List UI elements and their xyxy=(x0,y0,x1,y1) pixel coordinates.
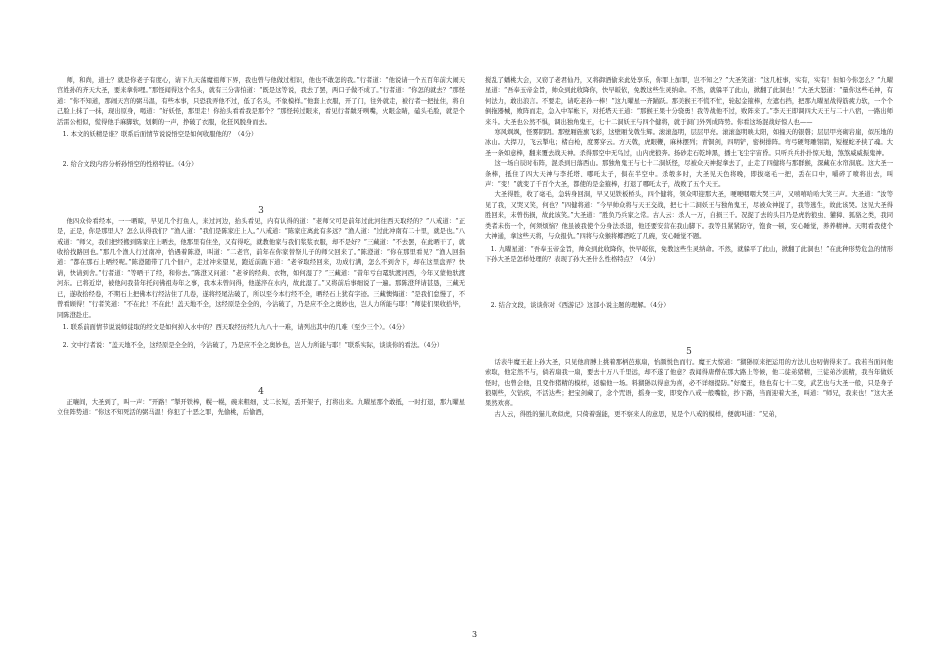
question-3-2: 2. 文中行者说：“盖天地不全，这经原是全全的，今沾破了，乃是应不全之奥妙也，岂人力所能与耶！”联系实际，谈谈你的看法。（4分） xyxy=(62,342,444,350)
question-2-2: 2. 给合文段内容分析孙悟空的性格特征。（4分） xyxy=(62,161,198,169)
right-column xyxy=(485,76,893,420)
question-2-1: 1. 本文的妖精是谁？联系后面情节说说悟空是如何收服他的？（4分） xyxy=(62,131,258,139)
passage-4-continued: 搅乱了蟠桃大会，又窃了老君仙丹，又将御酒偷来此处享乐，你罪上加罪，岂不知之？”大圣笑道：“这几桩事，实有，实有！但如今你怎么？”九曜星道：“吾奉玉帝金旨，帅众到此收降你，快早皈依，免教这些生灵纳命。不然，就躲平了此山，掀翻了此洞也！”大圣大怒道：“量你这些毛神，有何法力，敢出浪言。不要走，请吃老孙一棒！”这九曜星一齐踊跃。那美猴王不慌不忙，轮起金箍棒，左遮右挡，把那九曜星战得筋疲力软，一个个倒拖器械，败阵而走，急入中军帐下，对托塔天王道：“那猴王果十分骁勇！我等战他不过，败阵来了。”李天王即调四大天王与二十八宿，一路出师来斗。大圣也公然不惧，调出独角鬼王，七十二洞妖王与四个健将，就于洞门外列成阵势。你看这场混战好惊人也—— xyxy=(485,77,893,126)
passage-4-victory: 大圣得胜，收了毫毛，急转身回洞，早又见铁板桥头，四个健将，领众叩迎那大圣，哽哽咽咽大哭三声，又嘻嘻哈哈大笑三声。大圣道：“汝等见了我，又哭又笑，何也？”四健将道：“今早帅众将与天王交战，把七十二洞妖王与独角鬼王，尽被众神捉了，我等逃生，故此该哭。这见大圣得胜回来，未曾伤损，故此该笑。”大圣道：“胜负乃兵家之常。古人云：杀人一万，自损三千。况捉了去的头目乃是虎豹狼虫、獾獐、狐貉之类，我同类者未伤一个，何须烦恼？他虽被我使个分身法杀退，他还要安营在我山脚下。我等且紧紧防守，饱食一顿，安心睡觉，养养精神。天明看我使个大神通，拿这些天将，与众报仇。”四将与众猴将椰酒吃了几碗，安心睡觉不题。 xyxy=(485,191,893,241)
question-4-2: 2. 结合文段，谈谈你对《西游记》这部小说主题的理解。（4分） xyxy=(490,302,670,310)
passage-3-text: 他四众伶看经本，一一晒晾，早见几个打鱼人，来过河边，抬头看见，内有认得的道：“老师父可是前年过此河往西天取经的？”八戒道：“正是，正是，你是那里人？怎么认得我们？”渔人道：“我们是陈家庄上人。”八戒道：“陈家庄离此有多远？”渔人道：“过此冲南有二十里，就是也。”八戒道：“师父，我们把经搬到陈家庄上晒去，他那里有住坐，又有得吃，就教他家与我们浆浆衣服，却不是好？”三藏道：“不去罢，在此晒干了，就收拾找路回也。”那几个渔人行过南冲，恰遇着陈澄，叫道：“二老官，前年在你家替祭儿子的师父回来了。”陈澄道：“你在那里看见？”渔人回指道：“都在那石上晒经呢。”陈澄随带了几个佃户，走过冲来望见，跑近前跪下道：“老爷取经回来，功成行满，怎么不到舍下，却在这里盘弄？快请，快请到舍。”行者道：“等晒干了经，和你去。”陈澄又问道：“老爷的经典、衣物，如何湿了？”三藏道：“昔年亏白鼋驮渡河西，今年又蒙他驮渡河东。已将近岸，被他问我昔年托问佛祖寿年之事，我本未曾问得，他遂淬在水内，故此湿了。”又将前后事细说了一遍。那陈澄拜请甚恳，三藏无已，遂收拾经卷，不期石上把佛本行经沾住了几卷，遂将经尾沾破了，所以至今本行经不全，晒经石上犹有字迹。三藏懊悔道：“是我们怠慢了，不曾看顾得！”行者笑道：“不在此！不在此！盖天地不全，这经原是全全的，今沾破了，乃是应不全之奥妙也，岂人力所能与耶！”师徒们果收拾毕，同陈澄赴庄。 xyxy=(57,217,465,319)
passage-5-text: 话表牛魔王赶上孙大圣，只见他肩膊上挑着那柄芭蕉扇，怡颜悦色而行。魔王大惊道：“猢狲原来把运用的方法儿也叨倩得来了。我若当面问他索取，他定然不与，倘若扇我一扇，要去十万八千里远，却不遂了他意？我闻得唐僧在那大路上等候，他二徒弟猪精，三徒弟沙流精，我当年做妖怪时，也曾会他，且变作猪精的模样，返骗他一场。料猢狲以得意为喜，必不详细提防。”好魔王，他也有七十二变，武艺也与大圣一般，只是身子狼剔些，欠钻疾，不活达些；把宝剑藏了，念个咒语，摇身一变，即变作八戒一般嘴脸，抄下路，当面迎着大圣，叫道：“师兄，我来也！”这大圣果然欢喜。 xyxy=(485,358,893,408)
passage-4-battle-result: 这一场自辰时布阵，混杀到日落西山。那独角鬼王与七十二洞妖怪，尽被众天神捉拿去了，止走了四健将与那群猴，深藏在水帘洞底。这大圣一条棒，抵住了四大天神与李托塔、哪吒太子，俱在半空中。杀彀多时，大圣见天色将晚，即拔毫毛一把，丢在口中，嚼碎了喷将出去，叫声：“变！”就变了千百个大圣，都使的是金箍棒，打退了哪吒太子，战败了五个天王。 xyxy=(485,160,893,189)
passage-2-text: 师，和尚，道士？就是你老子有度心，请下九天荡魔祖师下界，我也曾与他做过相识，他也不敢怎的我。”行者道：“他说请一个五百年前大闹天宫姓孙的齐天大圣，要来拿你哩。”那怪闻得这个名头，就有三分害怕道：“既是这等说，我去了罢，两口子做不成了。”行者道：“你怎的就去？”那怪道：“你不知道，那闹天宫的弼马温，有些本事，只恐我弄他不过，低了名头，不象模样。”他套上衣服，开了门，往外就走，被行者一把扯住，将自己脸上抹了一抹，现出原身，喝道：“好妖怪，那里走！你抬头看看我是那个？”那怪转过眼来，看见行者龇牙咧嘴，火眼金睛，磕头毛脸，就是个活雷公相似，慌得他手麻脚软，划刺的一声，挣破了衣服，化狂风脱身而去。 xyxy=(57,77,465,126)
question-4-1: 1. 九曜星道：“吾奉玉帝金旨，帅众到此收降你，快早皈依，免教这些生灵纳命。不然，就躲平了此山，掀翻了此洞也！”在此种形势危急的情形下孙大圣是怎样处理的？表现了孙大圣什么性格特点？（4分） xyxy=(485,245,893,263)
left-column xyxy=(57,76,465,419)
passage-5-continued: 古人云，得胜的猫儿欢似虎，只倚着强能，更不察来人的意思，见是个八戒的模样，便就叫道：“兄弟， xyxy=(494,410,782,418)
question-3-1: 1. 联系前面情节说说师徒取的经文是如何掉入水中的？西天取经历经九九八十一难，请列出其中的几难（至少三个）。（4分） xyxy=(62,323,409,331)
section-marker-5: 5 xyxy=(686,346,692,357)
section-marker-4: 4 xyxy=(258,386,264,397)
page-number: 3 xyxy=(472,630,478,639)
battle-verse: 寒风飒飒，怪雾阴阴。那壁厢旌旗飞彩，这壁厢戈戟生辉。滚滚盔明，层层甲亮。滚滚盔明映太阳，如撞天的银磬；层层甲亮砌岩崖，似压地的冰山。大捍刀，飞云掣电；楮白枪，度雾穿云。方天戟，虎眼鞭，麻林摆列；青铜剑，四明铲，密树排阵。弯弓硬弩雕翎箭，短棍蛇矛挟了魂。大圣一条如意棒，翻来覆去战天神。杀得那空中无鸟过，山内虎狼奔。扬砂走石乾坤黑，播土飞尘宇宙昏。只听兵兵扑扑惊天地，煞煞威威振鬼神。 xyxy=(485,129,893,157)
section-marker-3: 3 xyxy=(258,205,264,216)
passage-4-text: 正嚷间，大圣到了，叫一声：“开路！”掣开铁棒，幌一幌，碗来粗细，丈二长短，丢开架子，打将出来。九曜星那个敢抵，一时打退，那九曜星立住阵势道：“你这不知死活的弼马温！你犯了十恶之罪，先偷桃，后偷酒， xyxy=(57,398,465,417)
